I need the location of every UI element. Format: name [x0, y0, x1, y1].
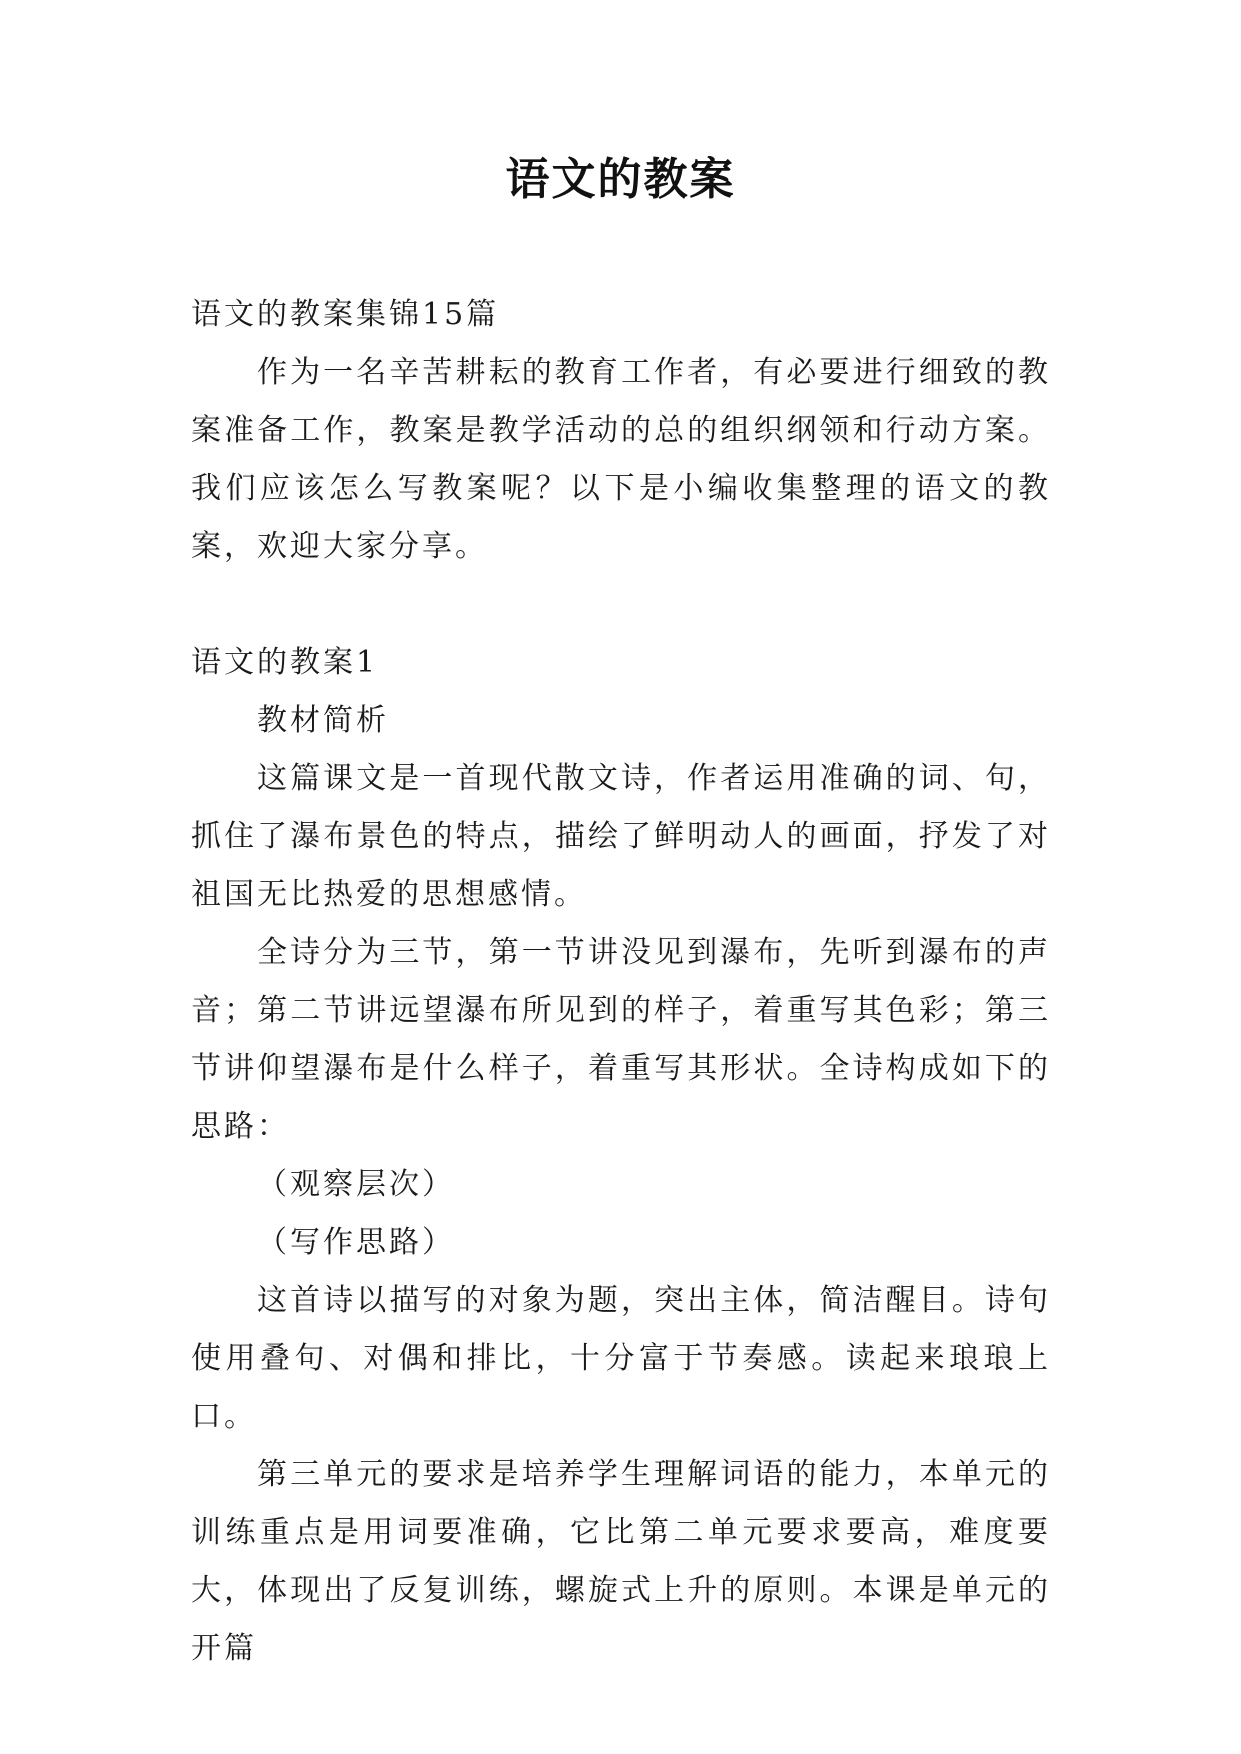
body-paragraph: 第三单元的要求是培养学生理解词语的能力，本单元的训练重点是用词要准确，它比第二单元要求要高，难度要大，体现出了反复训练，螺旋式上升的原则。本课是单元的开篇 — [191, 1457, 1051, 1666]
document-body — [191, 286, 1051, 1678]
section-spacer — [191, 576, 1051, 634]
body-paragraph: 这篇课文是一首现代散文诗，作者运用准确的词、句，抓住了瀑布景色的特点，描绘了鲜明动人的画面，抒发了对祖国无比热爱的思想感情。 — [191, 761, 1051, 912]
body-paragraph: 这首诗以描写的对象为题，突出主体，简洁醒目。诗句使用叠句、对偶和排比，十分富于节奏感。读起来琅琅上口。 — [191, 1283, 1051, 1434]
body-paragraph: 全诗分为三节，第一节讲没见到瀑布，先听到瀑布的声音；第二节讲远望瀑布所见到的样子，着重写其色彩；第三节讲仰望瀑布是什么样子，着重写其形状。全诗构成如下的思路： — [191, 935, 1051, 1144]
observation-level-line: （观察层次） — [257, 1167, 455, 1202]
intro-paragraph: 作为一名辛苦耕耘的教育工作者，有必要进行细致的教案准备工作，教案是教学活动的总的组织纲领和行动方案。我们应该怎么写教案呢？以下是小编收集整理的语文的教案，欢迎大家分享。 — [191, 355, 1051, 564]
collection-heading: 语文的教案集锦15篇 — [191, 297, 500, 332]
document-title: 语文的教案 — [505, 154, 736, 205]
writing-approach-line: （写作思路） — [257, 1225, 455, 1260]
subheading-textbook-analysis: 教材简析 — [257, 703, 389, 738]
section-heading: 语文的教案1 — [191, 645, 379, 680]
